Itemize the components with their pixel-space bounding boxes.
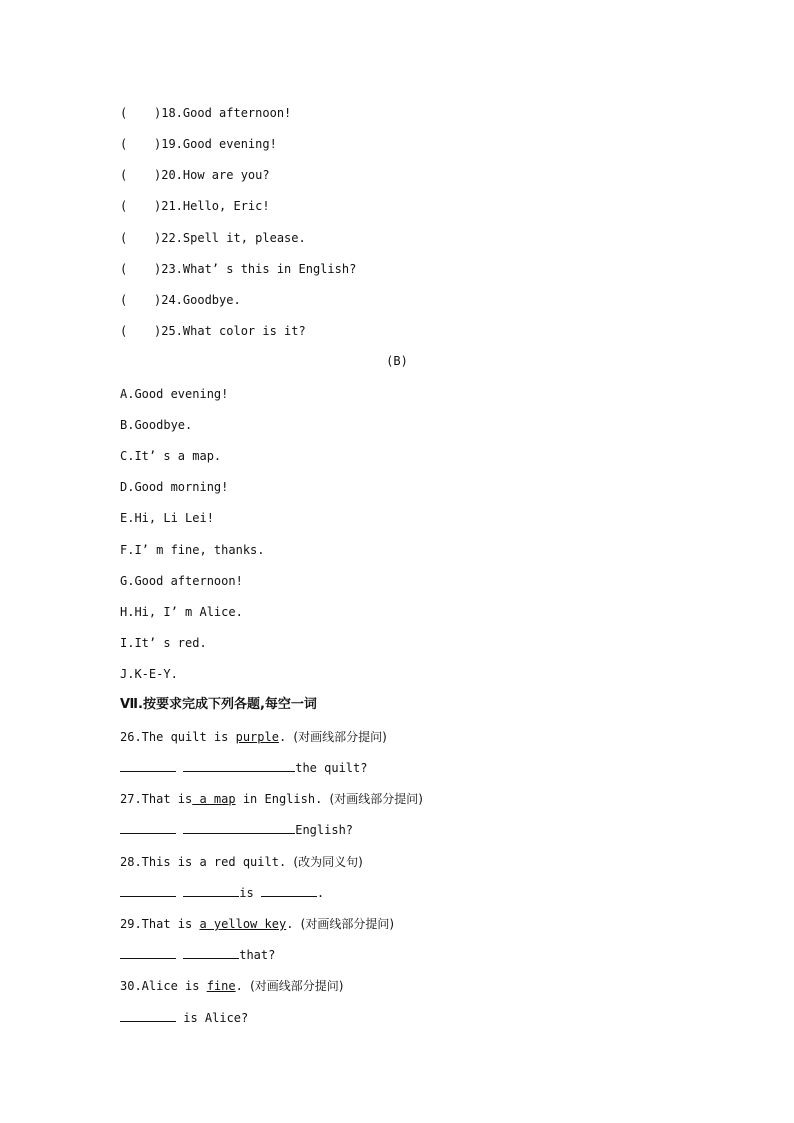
question-29 [120, 916, 394, 932]
answer-paren: ( [120, 262, 128, 276]
answer-text: is [239, 886, 261, 900]
answer-paren: ( [120, 199, 128, 213]
question-19 [120, 136, 277, 152]
answer-text: is Alice? [176, 1011, 249, 1025]
instruction-note: (对画线部分提问) [329, 792, 423, 806]
question-text: )19.Good evening! [154, 137, 277, 151]
instruction-note: (对画线部分提问) [300, 917, 395, 931]
answer-text: . [316, 886, 325, 900]
answer-text: that? [239, 948, 276, 962]
question-text: . [278, 730, 294, 744]
question-26 [120, 729, 387, 745]
underlined-text: a map [192, 792, 236, 806]
question-30 [120, 978, 343, 994]
answer-blank[interactable] [183, 822, 295, 834]
question-20 [120, 167, 270, 183]
answer-blank[interactable] [183, 947, 239, 959]
answer-blank[interactable] [261, 885, 317, 897]
answer-blank[interactable] [120, 822, 176, 834]
question-text: . [235, 979, 251, 993]
instruction-note: (对画线部分提问) [293, 730, 387, 744]
answer-text: the quilt? [295, 761, 368, 775]
option-j: J.K-E-Y. [120, 667, 178, 681]
underlined-text: purple [235, 730, 279, 744]
section-heading: Ⅶ.按要求完成下列各题,每空一词 [120, 697, 317, 712]
option-i: I.It’ s red. [120, 636, 207, 650]
instruction-note: (对画线部分提问) [250, 979, 344, 993]
option-g: G.Good afternoon! [120, 574, 243, 588]
question-27 [120, 791, 423, 807]
answer-blank[interactable] [120, 760, 176, 772]
question-text: . [286, 917, 301, 931]
answer-26 [120, 760, 367, 776]
question-text: 29.That is [120, 917, 200, 931]
question-25 [120, 323, 306, 339]
question-text: )22.Spell it, please. [154, 231, 306, 245]
question-text: in English. [235, 792, 330, 806]
question-text: )23.What’ s this in English? [154, 262, 357, 276]
answer-paren: ( [120, 168, 128, 182]
option-b: B.Goodbye. [120, 418, 193, 432]
answer-paren: ( [120, 106, 128, 120]
answer-29 [120, 947, 275, 963]
question-text: )24.Goodbye. [154, 293, 241, 307]
answer-28 [120, 885, 324, 901]
answer-27 [120, 822, 353, 838]
answer-blank[interactable] [183, 885, 239, 897]
instruction-note: (改为同义句) [293, 855, 363, 869]
question-18 [120, 105, 291, 121]
question-text: )21.Hello, Eric! [154, 199, 270, 213]
question-text: 26.The quilt is [120, 730, 236, 744]
question-23 [120, 261, 356, 277]
question-21 [120, 198, 270, 214]
answer-paren: ( [120, 293, 128, 307]
answer-text: English? [295, 823, 354, 837]
answer-paren: ( [120, 137, 128, 151]
option-a: A.Good evening! [120, 387, 229, 401]
underlined-text: fine [206, 979, 236, 993]
answer-blank[interactable] [120, 1010, 176, 1022]
question-text: 28.This is a red quilt. [120, 855, 294, 869]
question-22 [120, 230, 306, 246]
question-28 [120, 854, 363, 870]
question-text: )18.Good afternoon! [154, 106, 292, 120]
answer-30 [120, 1010, 248, 1026]
answer-blank[interactable] [183, 760, 295, 772]
question-24 [120, 292, 241, 308]
answer-blank[interactable] [120, 885, 176, 897]
question-text: 27.That is [120, 792, 193, 806]
option-d: D.Good morning! [120, 480, 229, 494]
question-text: )20.How are you? [154, 168, 270, 182]
option-f: F.I’ m fine, thanks. [120, 543, 265, 557]
answer-paren: ( [120, 324, 128, 338]
option-c: C.It’ s a map. [120, 449, 222, 463]
option-e: E.Hi, Li Lei! [120, 511, 214, 525]
question-text: )25.What color is it? [154, 324, 306, 338]
underlined-text: a yellow key [199, 917, 287, 931]
answer-paren: ( [120, 231, 128, 245]
answer-blank[interactable] [120, 947, 176, 959]
question-text: 30.Alice is [120, 979, 207, 993]
option-h: H.Hi, I’ m Alice. [120, 605, 243, 619]
part-b-label: (B) [386, 354, 408, 368]
